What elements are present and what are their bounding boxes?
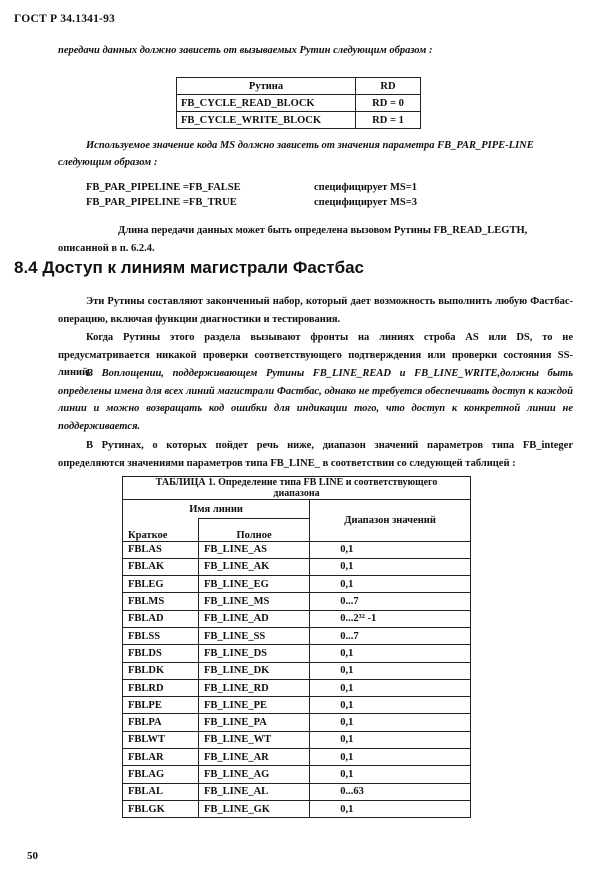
line-value-range: 0,1 xyxy=(310,576,471,593)
table-row xyxy=(123,731,471,748)
ms-row-left: FB_PAR_PIPELINE =FB_FALSE xyxy=(86,182,241,193)
line-short-name: FBLGK xyxy=(123,800,199,817)
line-full-name: FB_LINE_MS xyxy=(198,593,309,610)
table2-header-full: Полное xyxy=(198,519,309,542)
line-full-name: FB_LINE_RD xyxy=(198,679,309,696)
line-full-name: FB_LINE_DK xyxy=(198,662,309,679)
table2-caption xyxy=(123,477,471,500)
table-row xyxy=(123,766,471,783)
ms-row-left: FB_PAR_PIPELINE =FB_TRUE xyxy=(86,197,237,208)
table-row xyxy=(123,662,471,679)
line-full-name: FB_LINE_WT xyxy=(198,731,309,748)
table2-caption-line1: ТАБЛИЦА 1. Определение типа FB LINE и соответствующего xyxy=(155,477,438,488)
table-row xyxy=(123,576,471,593)
line-short-name: FBLRD xyxy=(123,679,199,696)
line-value-range: 0...7 xyxy=(310,593,471,610)
table1-cell: RD = 0 xyxy=(356,95,421,112)
table-row xyxy=(123,541,471,558)
section-title: 8.4 Доступ к линиям магистрали Фастбас xyxy=(14,258,364,277)
line-short-name: FBLEG xyxy=(123,576,199,593)
table2-header-range: Диапазон значений xyxy=(310,500,471,542)
table-row xyxy=(123,610,471,627)
table-row xyxy=(123,645,471,662)
line-full-name: FB_LINE_EG xyxy=(198,576,309,593)
paragraph-3-italic: В Воплощении, поддерживающем Рутины FB_LINE_READ и FB_LINE_WRITE,должны быть определены имена для всех линий магистрали Фастбас, однако не требуется обеспечивать доступ к каждой линии и можно возвращать код ошибки для индикации того, что доступ к конкретной линии не поддерживается. xyxy=(58,368,573,432)
line-full-name: FB_LINE_GK xyxy=(198,800,309,817)
line-short-name: FBLAL xyxy=(123,783,199,800)
line-value-range: 0,1 xyxy=(310,541,471,558)
intro-line: передачи данных должно зависеть от вызываемых Рутин следующим образом : xyxy=(58,45,433,56)
line-short-name: FBLPE xyxy=(123,697,199,714)
table1-cell: FB_CYCLE_WRITE_BLOCK xyxy=(177,112,356,129)
document-header: ГОСТ Р 34.1341-93 xyxy=(14,13,115,25)
line-full-name: FB_LINE_AL xyxy=(198,783,309,800)
table1-cell: FB_CYCLE_READ_BLOCK xyxy=(177,95,356,112)
line-full-name: FB_LINE_AR xyxy=(198,749,309,766)
line-full-name: FB_LINE_DS xyxy=(198,645,309,662)
table2-caption-line2: диапазона xyxy=(273,488,320,499)
line-full-name: FB_LINE_AK xyxy=(198,558,309,575)
table1-header-rd: RD xyxy=(356,78,421,95)
page-number: 50 xyxy=(27,850,38,862)
line-value-range: 0...7 xyxy=(310,627,471,644)
line-short-name: FBLMS xyxy=(123,593,199,610)
line-value-range: 0,1 xyxy=(310,679,471,696)
table-row xyxy=(123,800,471,817)
line-value-range: 0,1 xyxy=(310,800,471,817)
paragraph-2: Когда Рутины этого раздела вызывают фронты на линиях строба AS или DS, то не предусматривается никакой проверки соответствующего подтверждения или проверки состояния SS-линий. xyxy=(58,332,573,378)
table-row xyxy=(123,593,471,610)
ms-paragraph: Используемое значение кода MS должно зависеть от значения параметра FB_PAR_PIPE-LINE следующим образом : xyxy=(58,140,534,168)
line-short-name: FBLWT xyxy=(123,731,199,748)
table-row xyxy=(123,558,471,575)
table-row xyxy=(123,714,471,731)
line-full-name: FB_LINE_AS xyxy=(198,541,309,558)
line-value-range: 0,1 xyxy=(310,749,471,766)
line-short-name: FBLAK xyxy=(123,558,199,575)
line-full-name: FB_LINE_SS xyxy=(198,627,309,644)
table-row xyxy=(123,749,471,766)
fb-line-table xyxy=(122,476,471,818)
line-value-range: 0,1 xyxy=(310,697,471,714)
ms-row-right: специфицирует MS=3 xyxy=(314,197,417,208)
line-full-name: FB_LINE_PA xyxy=(198,714,309,731)
line-short-name: FBLAS xyxy=(123,541,199,558)
line-value-range: 0,1 xyxy=(310,766,471,783)
line-short-name: FBLSS xyxy=(123,627,199,644)
line-full-name: FB_LINE_AD xyxy=(198,610,309,627)
line-value-range: 0...2³² -1 xyxy=(310,610,471,627)
line-short-name: FBLAG xyxy=(123,766,199,783)
line-full-name: FB_LINE_AG xyxy=(198,766,309,783)
table2-header-short: Краткое xyxy=(123,519,199,542)
line-short-name: FBLAD xyxy=(123,610,199,627)
line-short-name: FBLDS xyxy=(123,645,199,662)
line-value-range: 0...63 xyxy=(310,783,471,800)
line-value-range: 0,1 xyxy=(310,558,471,575)
line-short-name: FBLAR xyxy=(123,749,199,766)
routine-rd-table xyxy=(176,77,421,129)
line-value-range: 0,1 xyxy=(310,662,471,679)
table-row xyxy=(123,783,471,800)
line-value-range: 0,1 xyxy=(310,714,471,731)
table-row xyxy=(123,627,471,644)
table1-header-routine: Рутина xyxy=(177,78,356,95)
line-short-name: FBLDK xyxy=(123,662,199,679)
paragraph-1: Эти Рутины составляют законченный набор, который дает возможность выполнить любую Фастбас-операцию, включая функции диагностики и тестирования. xyxy=(58,296,573,325)
ms-row-right: специфицирует MS=1 xyxy=(314,182,417,193)
paragraph-4: В Рутинах, о которых пойдет речь ниже, диапазон значений параметров типа FB_integer определяются значениями параметров типа FB_LINE_ в соответствии со следующей таблицей : xyxy=(58,440,573,469)
length-paragraph: Длина передачи данных может быть определена вызовом Рутины FB_READ_LEGTH, описанной в п. 6.2.4. xyxy=(58,225,528,254)
table1-cell: RD = 1 xyxy=(356,112,421,129)
line-value-range: 0,1 xyxy=(310,645,471,662)
table-row xyxy=(123,679,471,696)
line-value-range: 0,1 xyxy=(310,731,471,748)
table-row xyxy=(123,697,471,714)
line-short-name: FBLPA xyxy=(123,714,199,731)
line-full-name: FB_LINE_PE xyxy=(198,697,309,714)
table2-group-header: Имя линии xyxy=(123,500,310,519)
